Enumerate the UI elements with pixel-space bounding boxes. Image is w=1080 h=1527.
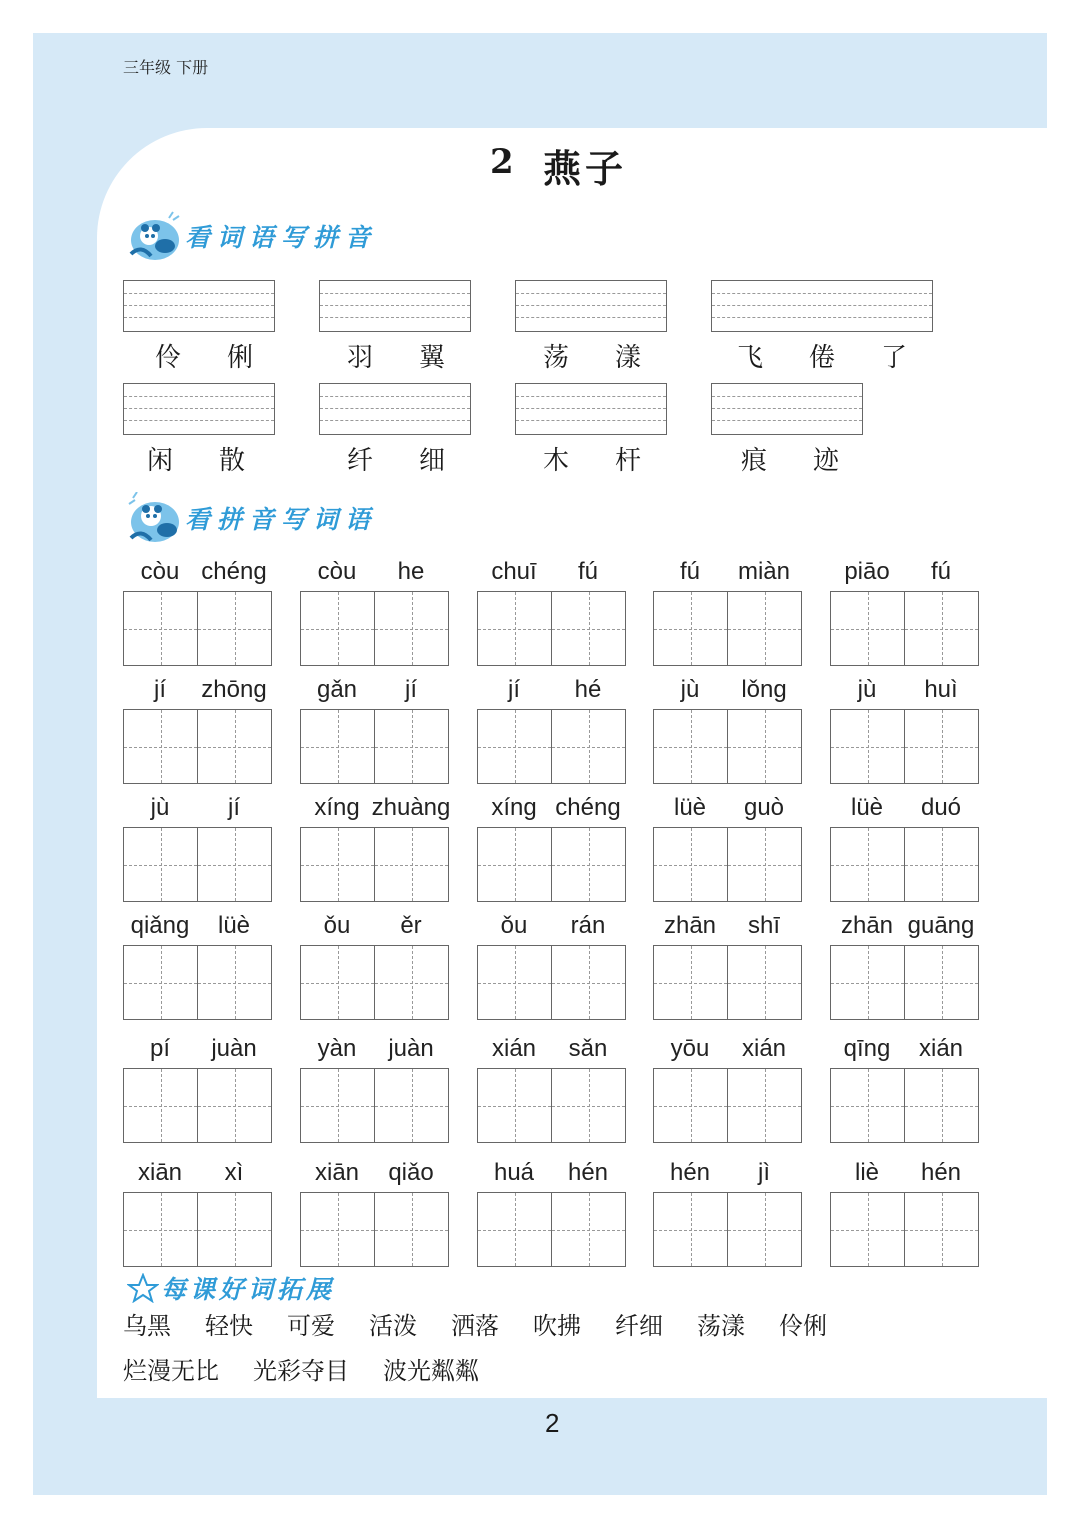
tian-cell[interactable] — [301, 946, 374, 1019]
pinyin-syllable: jí — [405, 676, 417, 703]
tian-cell[interactable] — [831, 592, 904, 665]
tian-cell[interactable] — [831, 946, 904, 1019]
character-write-box[interactable] — [830, 1068, 979, 1143]
tian-cell[interactable] — [551, 946, 625, 1019]
pinyin-syllable: lǒng — [741, 676, 787, 703]
good-phrase: 波光粼粼 — [383, 1357, 479, 1385]
tian-cell[interactable] — [551, 828, 625, 901]
word: 纤 细 — [347, 446, 446, 476]
character-write-box[interactable] — [300, 591, 449, 666]
pinyin-syllable: xián — [741, 1035, 787, 1062]
tian-cell[interactable] — [727, 946, 801, 1019]
good-word: 吹拂 — [533, 1312, 581, 1340]
section2-header — [125, 492, 377, 544]
tian-cell[interactable] — [197, 1069, 271, 1142]
tian-cell[interactable] — [197, 592, 271, 665]
tian-cell[interactable] — [197, 710, 271, 783]
tian-cell[interactable] — [124, 710, 197, 783]
word: 飞 倦 了 — [737, 343, 908, 373]
character-write-box[interactable] — [830, 945, 979, 1020]
tian-cell[interactable] — [727, 1069, 801, 1142]
pinyin-syllable: chéng — [555, 794, 621, 821]
tian-cell[interactable] — [478, 828, 551, 901]
good-word: 荡漾 — [697, 1312, 745, 1340]
tian-cell[interactable] — [478, 1069, 551, 1142]
pinyin-syllable: jù — [680, 676, 700, 703]
tian-cell[interactable] — [551, 710, 625, 783]
tian-cell[interactable] — [654, 828, 727, 901]
tian-cell[interactable] — [551, 1069, 625, 1142]
pinyin-syllable: guāng — [907, 912, 975, 939]
tian-cell[interactable] — [124, 828, 197, 901]
character-write-box[interactable] — [830, 1192, 979, 1267]
extension-header — [127, 1270, 335, 1306]
character-write-box[interactable] — [653, 709, 802, 784]
tian-cell[interactable] — [727, 592, 801, 665]
tian-cell[interactable] — [124, 1069, 197, 1142]
pinyin-syllable: jù — [150, 794, 170, 821]
pinyin-syllable: zhōng — [201, 676, 267, 703]
character-write-box[interactable] — [123, 709, 272, 784]
pinyin-syllable: yàn — [317, 1035, 357, 1062]
pinyin-syllable: hé — [574, 676, 602, 703]
pinyin-syllable: chuī — [491, 558, 537, 585]
pinyin-syllable: jí — [228, 794, 240, 821]
character-write-box[interactable] — [653, 1068, 802, 1143]
pinyin-syllable: qīng — [843, 1035, 891, 1062]
pinyin-syllable: còu — [140, 558, 180, 585]
character-write-box[interactable] — [830, 591, 979, 666]
pinyin-syllable: zhān — [663, 912, 717, 939]
good-word: 乌黑 — [123, 1312, 171, 1340]
tian-cell[interactable] — [904, 946, 978, 1019]
tian-cell[interactable] — [374, 710, 448, 783]
good-phrase: 光彩夺目 — [253, 1357, 349, 1385]
character-write-box[interactable] — [300, 945, 449, 1020]
tian-cell[interactable] — [374, 592, 448, 665]
tian-cell[interactable] — [831, 828, 904, 901]
tian-cell[interactable] — [904, 1069, 978, 1142]
section2-title: 看拼音写词语 — [185, 505, 378, 534]
pinyin-syllable: chéng — [201, 558, 267, 585]
pinyin-syllable: hén — [567, 1159, 609, 1186]
pinyin-write-box[interactable] — [515, 280, 667, 332]
tian-cell[interactable] — [374, 946, 448, 1019]
pinyin-write-box[interactable] — [319, 383, 471, 435]
character-write-box[interactable] — [123, 591, 272, 666]
tian-cell[interactable] — [301, 1193, 374, 1266]
pinyin-syllable: huì — [924, 676, 958, 703]
pinyin-syllable: fú — [930, 558, 951, 585]
tian-cell[interactable] — [301, 828, 374, 901]
pinyin-syllable: lüè — [673, 794, 707, 821]
character-write-box[interactable] — [653, 1192, 802, 1267]
tian-cell[interactable] — [478, 710, 551, 783]
pinyin-syllable: ěr — [400, 912, 422, 939]
tian-cell[interactable] — [478, 592, 551, 665]
character-write-box[interactable] — [477, 945, 626, 1020]
pinyin-syllable: fú — [577, 558, 598, 585]
panda-icon — [125, 492, 183, 544]
pinyin-write-box[interactable] — [123, 280, 275, 332]
pinyin-syllable: ǒu — [323, 912, 351, 939]
character-write-box[interactable] — [477, 1068, 626, 1143]
pinyin-syllable: xiān — [137, 1159, 183, 1186]
pinyin-syllable: xíng — [491, 794, 537, 821]
character-write-box[interactable] — [653, 945, 802, 1020]
tian-cell[interactable] — [904, 1193, 978, 1266]
pinyin-syllable: pí — [149, 1035, 170, 1062]
good-word: 洒落 — [451, 1312, 499, 1340]
pinyin-syllable: zhān — [840, 912, 894, 939]
tian-cell[interactable] — [654, 1193, 727, 1266]
tian-cell[interactable] — [551, 592, 625, 665]
tian-cell[interactable] — [654, 1069, 727, 1142]
tian-cell[interactable] — [551, 1193, 625, 1266]
tian-cell[interactable] — [727, 710, 801, 783]
character-write-box[interactable] — [477, 591, 626, 666]
pinyin-write-box[interactable] — [711, 280, 933, 332]
pinyin-syllable: sǎn — [568, 1035, 608, 1062]
character-write-box[interactable] — [830, 709, 979, 784]
pinyin-syllable: juàn — [388, 1035, 434, 1062]
word: 痕 迹 — [741, 446, 840, 476]
tian-cell[interactable] — [124, 592, 197, 665]
tian-cell[interactable] — [654, 946, 727, 1019]
character-write-box[interactable] — [830, 827, 979, 902]
good-word: 纤细 — [615, 1312, 663, 1340]
tian-cell[interactable] — [831, 1193, 904, 1266]
good-phrase: 烂漫无比 — [123, 1357, 219, 1385]
tian-cell[interactable] — [478, 1193, 551, 1266]
tian-cell[interactable] — [727, 828, 801, 901]
character-write-box[interactable] — [123, 1192, 272, 1267]
section1-title: 看词语写拼音 — [185, 223, 378, 252]
good-word: 活泼 — [369, 1312, 417, 1340]
tian-cell[interactable] — [374, 828, 448, 901]
pinyin-syllable: hén — [669, 1159, 711, 1186]
pinyin-syllable: liè — [854, 1159, 879, 1186]
pinyin-syllable: gǎn — [316, 676, 358, 703]
page-number: 2 — [545, 1408, 560, 1438]
pinyin-syllable: qiǎo — [388, 1159, 434, 1186]
tian-cell[interactable] — [301, 1069, 374, 1142]
word: 伶 俐 — [155, 343, 254, 373]
character-write-box[interactable] — [123, 827, 272, 902]
tian-cell[interactable] — [197, 828, 271, 901]
character-write-box[interactable] — [300, 709, 449, 784]
word: 羽 翼 — [347, 343, 446, 373]
tian-cell[interactable] — [124, 946, 197, 1019]
tian-cell[interactable] — [654, 592, 727, 665]
word: 荡 漾 — [543, 343, 642, 373]
tian-cell[interactable] — [904, 828, 978, 901]
character-write-box[interactable] — [123, 945, 272, 1020]
good-word: 轻快 — [205, 1312, 253, 1340]
tian-cell[interactable] — [904, 710, 978, 783]
star-icon — [127, 1273, 159, 1303]
character-write-box[interactable] — [300, 827, 449, 902]
lesson-title: 燕子 — [543, 146, 628, 191]
pinyin-syllable: jì — [758, 1159, 770, 1186]
pinyin-syllable: còu — [317, 558, 357, 585]
tian-cell[interactable] — [124, 1193, 197, 1266]
word: 闲 散 — [147, 446, 246, 476]
character-write-box[interactable] — [653, 591, 802, 666]
section1-header — [125, 210, 377, 262]
tian-cell[interactable] — [654, 710, 727, 783]
pinyin-syllable: juàn — [211, 1035, 257, 1062]
tian-cell[interactable] — [831, 710, 904, 783]
good-word: 伶俐 — [779, 1312, 827, 1340]
pinyin-syllable: xì — [224, 1159, 244, 1186]
pinyin-syllable: he — [397, 558, 425, 585]
tian-cell[interactable] — [904, 592, 978, 665]
tian-cell[interactable] — [197, 946, 271, 1019]
pinyin-syllable: xián — [491, 1035, 537, 1062]
character-write-box[interactable] — [477, 1192, 626, 1267]
pinyin-syllable: shī — [747, 912, 780, 939]
word: 木 杆 — [543, 446, 642, 476]
pinyin-syllable: jù — [857, 676, 877, 703]
good-word: 可爱 — [287, 1312, 335, 1340]
character-write-box[interactable] — [123, 1068, 272, 1143]
pinyin-syllable: yōu — [670, 1035, 710, 1062]
tian-cell[interactable] — [478, 946, 551, 1019]
grade-label: 三年级 下册 — [123, 58, 209, 77]
character-write-box[interactable] — [477, 709, 626, 784]
character-write-box[interactable] — [300, 1068, 449, 1143]
tian-cell[interactable] — [301, 592, 374, 665]
pinyin-syllable: duó — [920, 794, 962, 821]
tian-cell[interactable] — [374, 1069, 448, 1142]
tian-cell[interactable] — [727, 1193, 801, 1266]
pinyin-syllable: zhuàng — [371, 794, 451, 821]
pinyin-syllable: xián — [918, 1035, 964, 1062]
pinyin-syllable: miàn — [737, 558, 791, 585]
pinyin-write-box[interactable] — [123, 383, 275, 435]
tian-cell[interactable] — [374, 1193, 448, 1266]
pinyin-syllable: jí — [508, 676, 520, 703]
pinyin-syllable: rán — [570, 912, 606, 939]
extension-line2 — [123, 1351, 513, 1386]
character-write-box[interactable] — [477, 827, 626, 902]
pinyin-syllable: huá — [493, 1159, 535, 1186]
extension-title: 每课好词拓展 — [161, 1275, 336, 1304]
pinyin-syllable: xiān — [314, 1159, 360, 1186]
pinyin-syllable: fú — [679, 558, 700, 585]
pinyin-syllable: xíng — [314, 794, 360, 821]
pinyin-syllable: hén — [920, 1159, 962, 1186]
pinyin-syllable: lüè — [850, 794, 884, 821]
pinyin-syllable: lüè — [217, 912, 251, 939]
pinyin-syllable: ǒu — [500, 912, 528, 939]
panda-icon — [125, 210, 183, 262]
pinyin-write-box[interactable] — [319, 280, 471, 332]
pinyin-write-box[interactable] — [515, 383, 667, 435]
pinyin-syllable: qiǎng — [130, 912, 190, 939]
tian-cell[interactable] — [197, 1193, 271, 1266]
extension-line1 — [123, 1306, 861, 1341]
pinyin-syllable: guò — [743, 794, 785, 821]
pinyin-syllable: piāo — [844, 558, 890, 585]
tian-cell[interactable] — [831, 1069, 904, 1142]
lesson-number: 2 — [490, 142, 514, 182]
pinyin-syllable: jí — [154, 676, 166, 703]
tian-cell[interactable] — [301, 710, 374, 783]
pinyin-write-box[interactable] — [711, 383, 863, 435]
character-write-box[interactable] — [653, 827, 802, 902]
character-write-box[interactable] — [300, 1192, 449, 1267]
